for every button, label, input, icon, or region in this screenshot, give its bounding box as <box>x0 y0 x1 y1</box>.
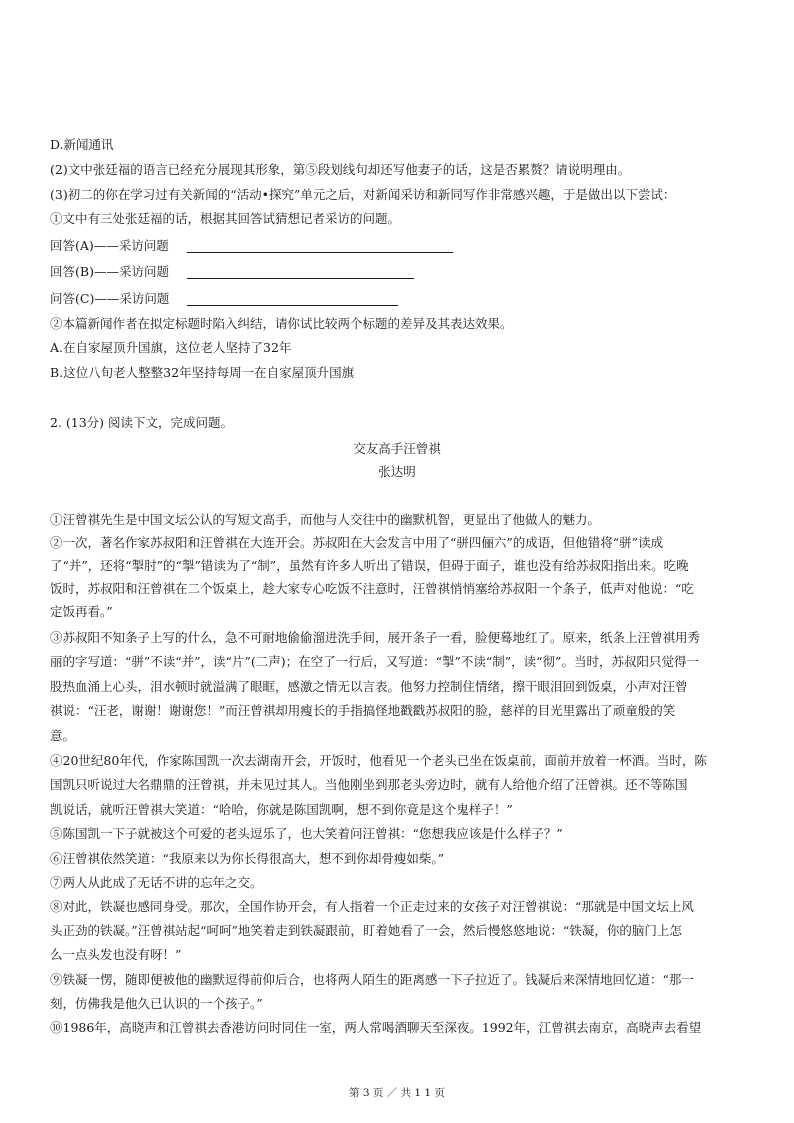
article-line: 国凯只听说过大名鼎鼎的汪曾祺，并未见过其人。当他刚坐到那老头旁边时，就有人给他介绍了汪曾祺。还不等陈国 <box>50 777 688 792</box>
article-title: 交友高手汪曾祺 <box>353 441 441 456</box>
option-d: D.新闻通讯 <box>50 137 114 152</box>
article-line: 丽的字写道：“骈”不读“并”，读“片”(二声)；在空了一行后，又写道：“掣”不读“制”，读“彻”。当时，苏叔阳只觉得一 <box>50 654 699 669</box>
article-line: ⑦两人从此成了无话不讲的忘年之交。 <box>50 875 263 890</box>
article-line: ⑧对此，铁凝也感同身受。那次，全国作协开会，有人指着一个正走过来的女孩子对汪曾祺说：“那就是中国文坛上风 <box>50 899 694 914</box>
article-line: ⑩1986年，高晓声和江曾祺去香港访问时同住一室，两人常喝酒聊天至深夜。1992年，江曾祺去南京，高晓声去看望 <box>50 1020 702 1035</box>
answer-b-blank[interactable] <box>187 278 414 279</box>
title-option-a: A.在自家屋顶升国旗，这位老人坚持了32年 <box>50 340 292 355</box>
title-option-b: B.这位八旬老人整整32年坚持每周一在自家屋顶升国旗 <box>50 365 355 380</box>
article-line: 祺说：“汪老，谢谢！谢谢您！”而汪曾祺却用瘦长的手指搞怪地戳戳苏叔阳的脸，慈祥的目光里露出了顽童般的笑 <box>50 703 676 718</box>
article-line: ④20世纪80年代，作家陈国凯一次去湖南开会，开饭时，他看见一个老头已坐在饭桌前，面前并放着一杯酒。当时，陈 <box>50 753 707 768</box>
answer-a-blank[interactable] <box>187 252 453 253</box>
page-footer: 第 3 页 ／ 共 1 1 页 <box>349 1087 445 1099</box>
sub-question-3: (3)初二的你在学习过有关新闻的“活动•探究”单元之后，对新闻采访和新同写作非常感兴趣，于是做出以下尝试： <box>50 187 676 202</box>
article-author: 张达明 <box>378 464 416 479</box>
sub-question-2: (2)文中张廷福的语言已经充分展现其形象，第⑤段划线句却还写他妻子的话，这是否累赘？请说明理由。 <box>50 162 631 177</box>
article-line: 么一点头发也没有呀！” <box>50 947 182 962</box>
article-line: 刻，仿佛我是他久已认识的一个孩子。” <box>50 996 263 1011</box>
article-line: ⑥汪曾祺依然笑道：“我原来以为你长得很高大，想不到你却骨瘦如柴。” <box>50 851 445 866</box>
article-line: ⑨铁凝一愣，随即便被他的幽默逗得前仰后合，也将两人陌生的距离感一下子拉近了。钱凝后来深情地回忆道：“那一 <box>50 972 694 987</box>
article-line: ⑤陈国凯一下子就被这个可爱的老头逗乐了，也大笑着问汪曾祺：“您想我应该是什么样子？” <box>50 826 563 841</box>
article-line: ③苏叔阳不知条子上写的什么，急不可耐地偷偷溜进洗手间，展开条子一看，脸便蓦地红了。原来，纸条上汪曾祺用秀 <box>50 630 701 645</box>
article-line: 意。 <box>50 728 76 743</box>
article-line: 定饭再看。” <box>50 604 113 619</box>
answer-a-label: 回答(A)——采访问题 <box>50 238 169 253</box>
question-2-stem: 2. (13分) 阅读下文，完成问题。 <box>50 415 234 430</box>
answer-c-blank[interactable] <box>187 305 398 306</box>
answer-b-label: 回答(B)——采访问题 <box>50 264 169 279</box>
article-line: 股热血涌上心头，泪水顿时就溢满了眼眶，感激之情无以言表。他努力控制住情绪，擦干眼泪回到饭桌，小声对汪曾 <box>50 679 688 694</box>
answer-c-label: 问答(C)——采访问题 <box>50 291 170 306</box>
article-line: ②一次，著名作家苏叔阳和汪曾祺在大连开会。苏叔阳在大会发言中用了“骈四俪六”的成语，但他错将“骈”读成 <box>50 535 664 550</box>
article-line: ①汪曾祺先生是中国文坛公认的写短文高手，而他与人交往中的幽默机智，更显出了他做人的魅力。 <box>50 512 601 527</box>
article-line: 了“并”，还将“掣肘”的“掣”错读为了“制”，虽然有许多人听出了错误，但碍于面子，谁也没有给苏叔阳指出来。吃晚 <box>50 558 689 573</box>
article-line: 凯说话，就听汪曾祺大笑道：“哈哈，你就是陈国凯啊，想不到你竟是这个鬼样子！” <box>50 802 513 817</box>
article-line: 饭时，苏叔阳和汪曾祺在二个饭桌上，趁大家专心吃饭不注意时，汪曾祺悄悄塞给苏叔阳一个条子，低声对他说：“吃 <box>50 581 694 596</box>
article-line: 头正劲的铁凝。”汪曾祺站起“呵呵”地笑着走到铁凝跟前，盯着她看了一会，然后慢悠悠地说：“铁凝，你的脑门上怎 <box>50 923 682 938</box>
sub-question-3-1: ①文中有三处张廷福的话，根据其回答试猜想记者采访的问题。 <box>50 211 401 226</box>
sub-question-3-2: ②本篇新闻作者在拟定标题时陷入纠结，请你试比较两个标题的差异及其表达效果。 <box>50 316 513 331</box>
